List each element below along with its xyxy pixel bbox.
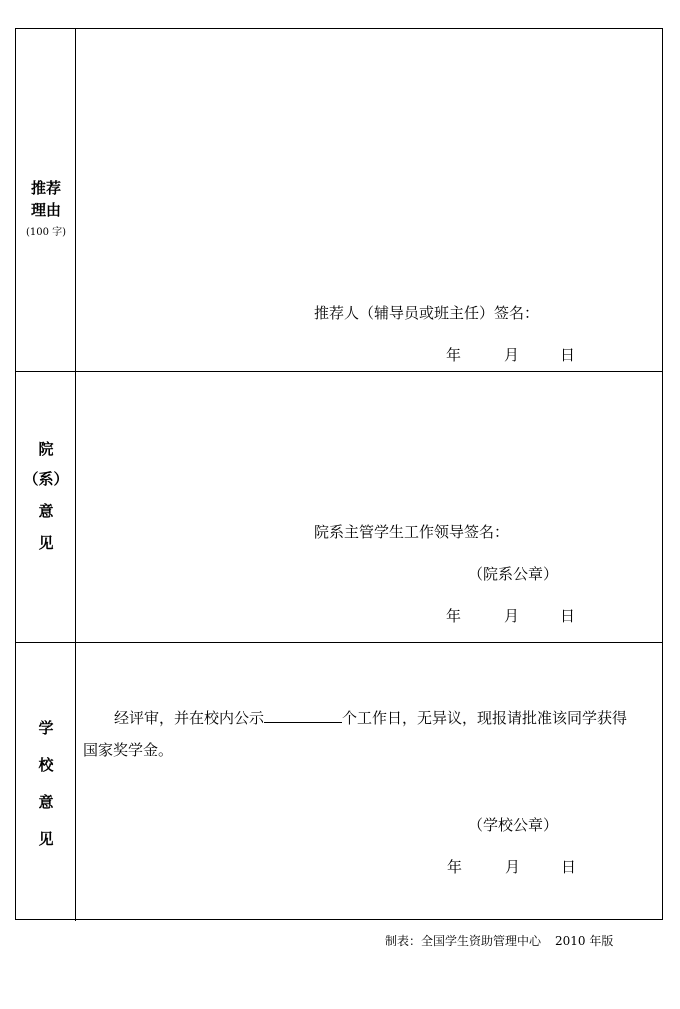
school-statement-part1: 经评审，并在校内公示 [114,709,265,727]
recommend-date-day: 日 [560,346,576,364]
school-date-year: 年 [447,858,463,876]
recommend-label-cell [16,29,76,371]
recommend-label-note: (100 字) [25,227,67,238]
award-form-table [15,28,663,920]
department-label-char-3: 意 [38,502,54,520]
recommend-label-line2: 理由 [30,201,61,219]
form-footer [385,932,613,949]
recommend-row [16,29,662,371]
department-date-month: 月 [504,607,520,625]
school-label-char-1: 学 [38,719,54,737]
department-row [16,371,662,642]
department-date-year: 年 [446,607,462,625]
department-content-cell[interactable] [76,372,662,642]
school-date-day: 日 [561,858,577,876]
recommend-content-cell[interactable] [76,29,662,371]
recommend-label-line1: 推荐 [30,179,61,197]
department-label-cell [16,372,76,642]
department-label-char-1: 院 [38,440,54,458]
department-signature-line: 院系主管学生工作领导签名： [314,523,510,541]
school-label-char-3: 意 [38,793,54,811]
department-date-day: 日 [560,607,576,625]
school-statement-part2: 个工作日，无异议，现报请批准该同学获得 [342,709,628,727]
recommend-date-year: 年 [446,346,462,364]
school-date-month: 月 [505,858,521,876]
school-statement-line1 [114,708,627,728]
footer-version: 2010 年版 [555,934,614,948]
school-content-cell[interactable] [76,643,662,921]
footer-maker: 制表：全国学生资助管理中心 [385,934,542,948]
publicity-days-blank[interactable] [264,708,342,723]
recommend-signature-line: 推荐人（辅导员或班主任）签名： [314,304,540,322]
school-seal: （学校公章） [468,816,559,834]
school-row [16,642,662,921]
department-label-char-2: （系） [23,470,69,488]
school-label-char-2: 校 [38,756,54,774]
school-statement-line2: 国家奖学金。 [83,741,174,759]
department-seal: （院系公章） [468,565,559,583]
department-label-char-4: 见 [38,534,54,552]
recommend-date-month: 月 [504,346,520,364]
school-label-char-4: 见 [38,830,54,848]
school-label-cell [16,643,76,921]
